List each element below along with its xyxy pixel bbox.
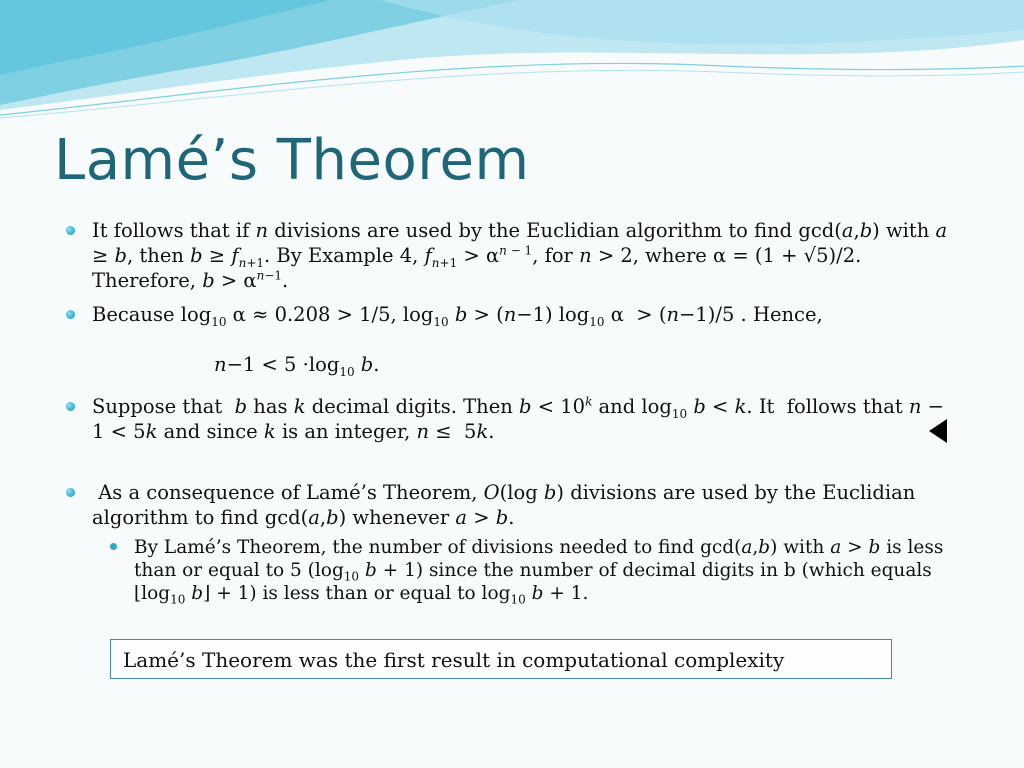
bullet-consequence: As a consequence of Lamé’s Theorem, O(log b) divisions are used by the Euclidian algorithm to find gcd(a,b) whenever a > b. — [60, 480, 960, 530]
header-wave-decoration — [0, 0, 1024, 120]
callout-box: Lamé’s Theorem was the first result in computational complexity — [110, 639, 892, 679]
subbullet-division-count: By Lamé’s Theorem, the number of divisions needed to find gcd(a,b) with a > b is less than or equal to 5 ($\log_{10}$ b + 1) since the number of decimal digits in b (which equals $⌊\log_{10}$ b⌋ + 1) is less than or equal to $\log_{10} b + 1$. — [102, 536, 964, 605]
bullet-log-bound: Because $\log_{10} \alpha \approx 0.208 > 1/5$, $\log_{10} b > (n-1)$ $\log_{10} \alpha > (n-1)/5$ . Hence, — [60, 302, 823, 327]
bullet-decimal-digits: Suppose that b has k decimal digits. Then $b < 10^k$ and $\log_{10} b < k$. It follows that n − 1 < 5k and since k is an integer, n ≤ 5k. — [60, 394, 960, 444]
left-triangle-icon[interactable] — [927, 417, 949, 445]
equation-n-bound: $n-1 < 5 \cdot\log_{10}$ b. — [214, 353, 380, 379]
bullet-euclid-steps: It follows that if n divisions are used by the Euclidian algorithm to find gcd(a,b) with a ≥ b, then $b \ge f_{n+1}$. By Example 4, $f_{n+1} > \alpha^{n - 1}$, for n > 2, where α = (1 + √5)/2. Therefore, $b > \alpha^{n-1}$. — [60, 218, 960, 293]
slide-title: Lamé’s Theorem — [54, 128, 530, 193]
